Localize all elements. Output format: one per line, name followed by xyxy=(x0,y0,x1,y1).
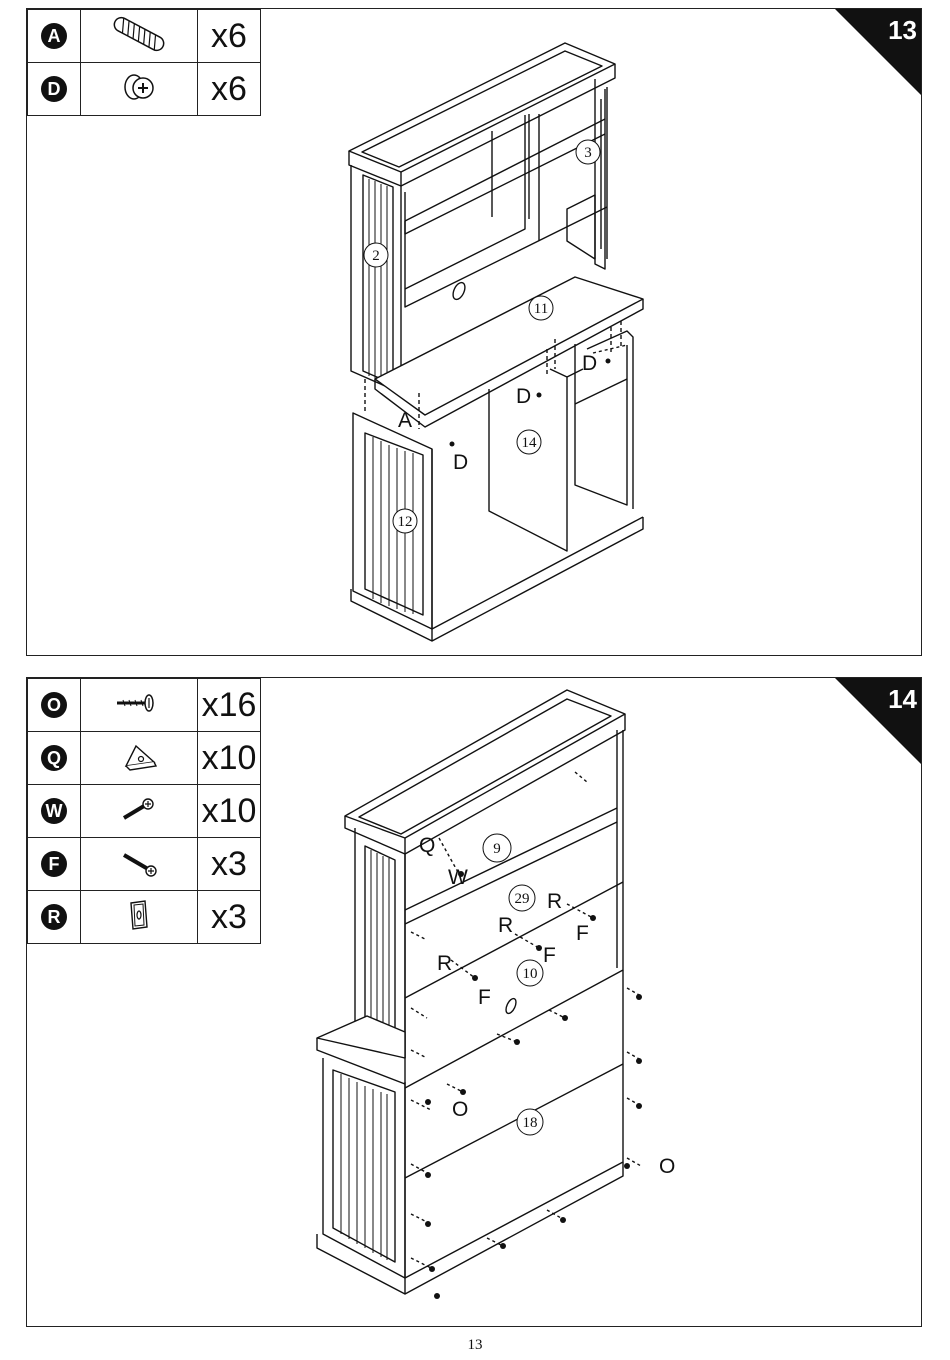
screw-dot xyxy=(425,1221,431,1227)
page-number: 13 xyxy=(467,1337,483,1353)
screw-dot xyxy=(624,1163,630,1169)
part-number-label: 18 xyxy=(522,1115,538,1131)
part-number-label: 29 xyxy=(514,891,530,907)
part-quantity: x10 xyxy=(198,732,261,785)
part-quantity: x16 xyxy=(198,679,261,732)
part-number-label: 3 xyxy=(584,145,592,161)
screw-dot xyxy=(500,1243,506,1249)
callout-label: O xyxy=(452,1098,469,1121)
screw-dot xyxy=(425,1099,431,1105)
part-number-label: 12 xyxy=(397,514,413,530)
screw-dot xyxy=(560,1217,566,1223)
fastener-dot xyxy=(537,393,542,398)
callout-label: F xyxy=(576,922,589,945)
screw-dot xyxy=(429,1266,435,1272)
screw-dot xyxy=(562,1015,568,1021)
part-letter-badge: D xyxy=(41,76,67,102)
screw-dot xyxy=(460,1089,466,1095)
callout-label: D xyxy=(516,385,532,408)
step-number: 14 xyxy=(888,684,917,714)
callout-label: D xyxy=(582,352,598,375)
screw-dot xyxy=(514,1039,520,1045)
step-13-assembly-diagram xyxy=(27,9,922,656)
part-quantity: x6 xyxy=(198,10,261,63)
callout-label: R xyxy=(437,952,453,975)
part-letter-badge: A xyxy=(41,23,67,49)
step-14-assembly-diagram xyxy=(27,678,922,1327)
part-letter-badge: O xyxy=(41,692,67,718)
fastener-dot xyxy=(450,442,455,447)
callout-label: D xyxy=(453,451,469,474)
part-quantity: x3 xyxy=(198,891,261,944)
screw-dot xyxy=(636,994,642,1000)
callout-label: F xyxy=(478,986,491,1009)
part-number-label: 2 xyxy=(372,248,380,264)
step-14-panel xyxy=(26,677,922,1327)
fastener-dot xyxy=(606,359,611,364)
callout-label: Q xyxy=(419,834,436,857)
callout-label: R xyxy=(547,890,563,913)
callout-label: O xyxy=(659,1155,676,1178)
part-number-label: 11 xyxy=(533,301,549,317)
part-number-label: 14 xyxy=(521,435,537,451)
step-13-panel xyxy=(26,8,922,656)
step-number: 13 xyxy=(888,15,917,45)
part-quantity: x3 xyxy=(198,838,261,891)
screw-dot xyxy=(636,1058,642,1064)
screw-dot xyxy=(636,1103,642,1109)
callout-label: F xyxy=(543,944,556,967)
screw-dot xyxy=(590,915,596,921)
screw-dot xyxy=(425,1172,431,1178)
part-letter-badge: Q xyxy=(41,745,67,771)
screw-dot xyxy=(434,1293,440,1299)
screw-dot xyxy=(472,975,478,981)
part-letter-badge: F xyxy=(41,851,67,877)
part-letter-badge: R xyxy=(41,904,67,930)
part-number-label: 10 xyxy=(522,966,538,982)
screw-dot xyxy=(536,945,542,951)
callout-label: W xyxy=(448,866,468,889)
callout-label: R xyxy=(498,914,514,937)
part-letter-badge: W xyxy=(41,798,67,824)
part-number-label: 9 xyxy=(493,841,501,857)
callout-label: A xyxy=(398,409,413,432)
part-quantity: x6 xyxy=(198,63,261,116)
part-quantity: x10 xyxy=(198,785,261,838)
